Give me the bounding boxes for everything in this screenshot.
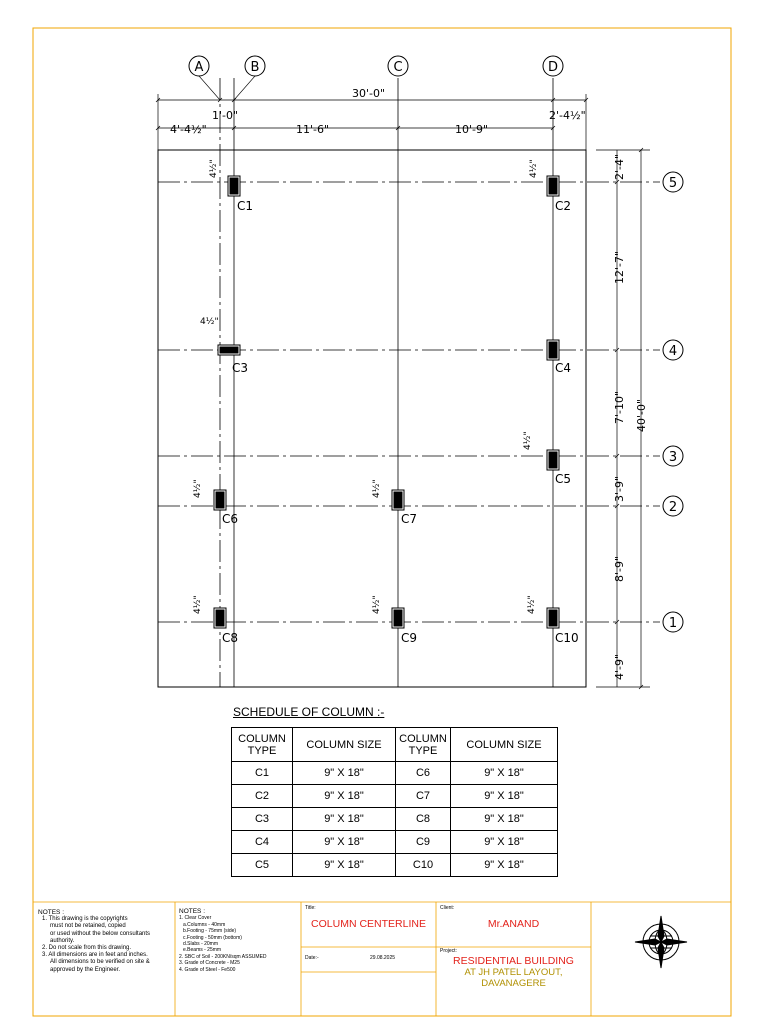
cell-type: C4 [232, 831, 293, 854]
svg-text:4½": 4½" [529, 159, 539, 178]
cell-type: C10 [396, 854, 451, 877]
cell-size: 9" X 18" [293, 854, 396, 877]
svg-text:1: 1 [668, 616, 678, 631]
bubble-1 [663, 612, 683, 632]
note-line: 2. Do not scale from this drawing. [42, 945, 132, 952]
label-c2: C2 [555, 199, 572, 213]
label-c5: C5 [555, 472, 572, 486]
dim-span-b-c: 11'-6" [296, 123, 330, 136]
label-c3: C3 [232, 361, 249, 375]
general-notes-heading: NOTES : [38, 909, 65, 916]
design-notes [179, 909, 299, 973]
cell-size: 9" X 18" [293, 785, 396, 808]
header-column-type: COLUMN TYPE [396, 728, 451, 762]
dim-row-span-2: 12'-7" [613, 250, 626, 284]
note-line: e.Beams - 25mm [183, 947, 222, 954]
dim-row-span-1: 2'-4" [613, 153, 626, 180]
general-notes [38, 909, 172, 974]
table-row [232, 785, 558, 808]
note-line: 2. SBC of Soil - 200KN/sqm ASSUMED [179, 953, 267, 960]
top-dimension-labels [170, 87, 586, 136]
cell-type: C5 [232, 854, 293, 877]
svg-text:4½": 4½" [193, 479, 203, 498]
cell-type: C6 [396, 762, 451, 785]
column-c1 [228, 176, 240, 196]
svg-text:4½": 4½" [200, 317, 219, 327]
table-row [232, 808, 558, 831]
project-name: RESIDENTIAL BUILDING [453, 955, 574, 967]
schedule-title: SCHEDULE OF COLUMN :- [233, 705, 385, 719]
cell-size: 9" X 18" [451, 785, 558, 808]
top-dimensions [156, 94, 588, 150]
note-line: b.Footing - 75mm (side) [183, 928, 237, 935]
svg-text:4½": 4½" [527, 595, 537, 614]
label-c7: C7 [401, 512, 418, 526]
dim-left-offset: 1'-0" [212, 109, 239, 122]
column-labels [222, 199, 579, 645]
label-c8: C8 [222, 631, 239, 645]
project-location-2: DAVANAGERE [481, 978, 546, 989]
cell-type: C2 [232, 785, 293, 808]
svg-text:4: 4 [668, 344, 678, 359]
header-column-type: COLUMN TYPE [232, 728, 293, 762]
dim-row-span-5: 8'-9" [613, 555, 626, 582]
note-line: 3. All dimensions are in feet and inches. [42, 952, 148, 959]
project-location-1: AT JH PATEL LAYOUT, [464, 967, 563, 978]
note-line: 1. Clear Cover [179, 915, 212, 922]
note-line: c.Footing - 50mm (bottom) [183, 934, 242, 941]
dim-row-span-3: 7'-10" [613, 390, 626, 424]
cell-size: 9" X 18" [293, 762, 396, 785]
note-line: approved by the Engineer. [50, 966, 121, 973]
column-c6 [214, 490, 226, 510]
svg-text:4½": 4½" [372, 595, 382, 614]
note-line: All dimensions to be verified on site & [50, 959, 150, 966]
date-value: 29.08.2025 [370, 955, 396, 961]
column-schedule-table [231, 727, 558, 877]
bubble-3 [663, 446, 683, 466]
svg-text:2: 2 [668, 500, 678, 515]
bubble-b [234, 56, 265, 100]
table-row [232, 854, 558, 877]
dim-span-c-d: 10'-9" [455, 123, 489, 136]
svg-text:3: 3 [668, 450, 678, 465]
project-label: Project: [440, 948, 457, 954]
dim-right-offset: 2'-4½" [549, 109, 586, 122]
bubble-a [189, 56, 220, 100]
cell-type: C9 [396, 831, 451, 854]
right-dimension-labels [613, 154, 648, 680]
column-c9 [392, 608, 404, 628]
drawing-title: COLUMN CENTERLINE [311, 918, 426, 930]
cell-size: 9" X 18" [451, 808, 558, 831]
column-c2 [547, 176, 559, 196]
svg-text:5: 5 [668, 176, 678, 191]
column-c8 [214, 608, 226, 628]
bubble-2 [663, 496, 683, 516]
bubble-d [543, 56, 563, 76]
cell-size: 9" X 18" [293, 831, 396, 854]
client-name: Mr.ANAND [487, 918, 540, 930]
table-header-row [232, 728, 558, 762]
cell-size: 9" X 18" [293, 808, 396, 831]
cell-type: C7 [396, 785, 451, 808]
compass-globe-logo [635, 916, 687, 968]
grid-lines [158, 78, 660, 687]
bubble-a-label: A [194, 60, 204, 75]
table-row [232, 762, 558, 785]
label-c4: C4 [555, 361, 572, 375]
cell-type: C3 [232, 808, 293, 831]
dim-row-span-4: 3'-9" [613, 475, 626, 502]
cell-size: 9" X 18" [451, 854, 558, 877]
note-line: d.Slabs - 20mm [183, 941, 219, 948]
cell-type: C8 [396, 808, 451, 831]
column-c10 [547, 608, 559, 628]
svg-text:4½": 4½" [523, 431, 533, 450]
cell-size: 9" X 18" [451, 831, 558, 854]
label-c10: C10 [555, 631, 579, 645]
note-line: a.Columns - 40mm [183, 921, 226, 928]
cell-size: 9" X 18" [451, 762, 558, 785]
dim-row-span-6: 4'-9" [613, 653, 626, 680]
dim-overall-width: 30'-0" [352, 87, 386, 100]
title-label: Title: [305, 905, 316, 911]
cell-type: C1 [232, 762, 293, 785]
bubble-5 [663, 172, 683, 192]
column-c5 [547, 450, 559, 470]
column-offset-marks [193, 159, 539, 614]
dim-span-a: 4'-4½" [170, 123, 207, 136]
svg-text:4½": 4½" [209, 159, 219, 178]
label-c9: C9 [401, 631, 418, 645]
table-row [232, 831, 558, 854]
bubble-b-label: B [250, 60, 260, 75]
svg-text:4½": 4½" [193, 595, 203, 614]
dim-overall-depth: 40'-0" [635, 398, 648, 432]
column-c7 [392, 490, 404, 510]
bubble-d-label: D [547, 60, 559, 75]
label-c1: C1 [237, 199, 254, 213]
note-line: must not be retained, copied [50, 923, 126, 930]
header-column-size: COLUMN SIZE [451, 728, 558, 762]
columns [214, 176, 559, 628]
note-line: or used without the below consultants [50, 930, 151, 937]
date-label: Date:- [305, 955, 319, 961]
note-line: authority. [50, 937, 75, 944]
svg-text:4½": 4½" [372, 479, 382, 498]
column-c3 [218, 345, 240, 355]
bubble-4 [663, 340, 683, 360]
bubble-c-label: C [393, 60, 403, 75]
note-line: 3. Grade of Concrete - M25 [179, 960, 240, 967]
note-line: 4. Grade of Steel - Fe500 [179, 966, 236, 973]
label-c6: C6 [222, 512, 239, 526]
bubble-c [388, 56, 408, 76]
header-column-size: COLUMN SIZE [293, 728, 396, 762]
column-c4 [547, 340, 559, 360]
note-line: 1. This drawing is the copyrights [42, 916, 128, 923]
row-grid-bubbles [663, 172, 683, 632]
client-label: Client: [440, 905, 455, 911]
design-notes-heading: NOTES : [179, 908, 206, 915]
